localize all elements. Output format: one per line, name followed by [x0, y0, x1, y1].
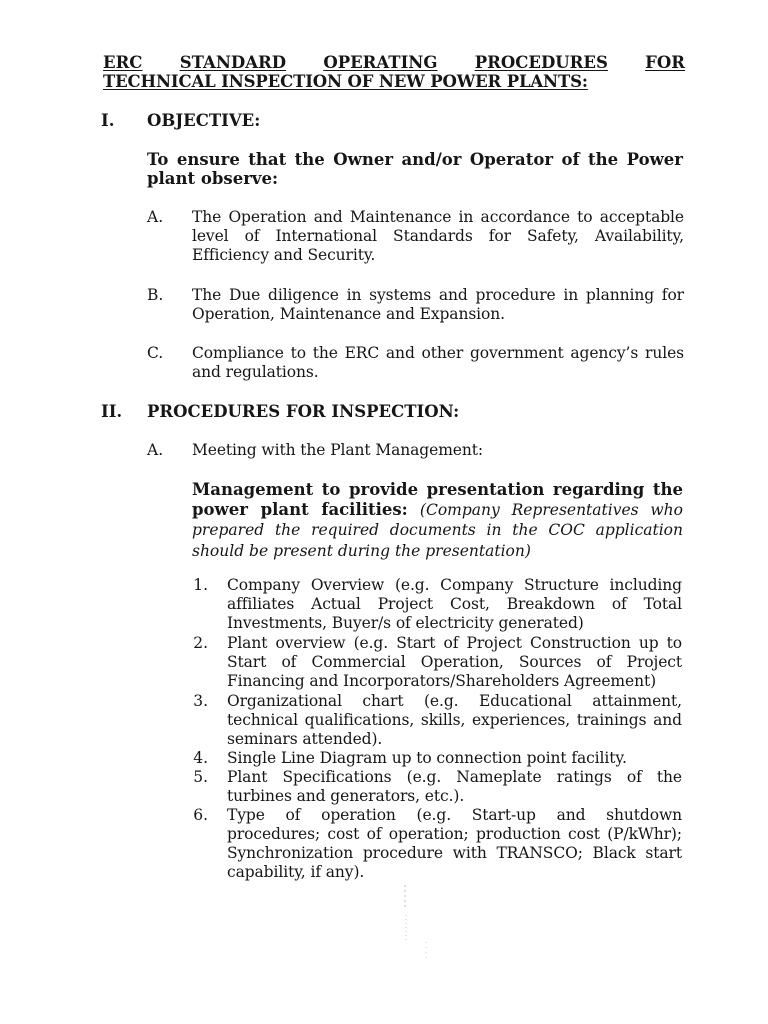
section-1-heading: OBJECTIVE: [147, 111, 261, 130]
management-presentation-paragraph [192, 480, 683, 561]
title-word: FOR [645, 53, 685, 72]
list-item-text: Plant Specifications (e.g. Nameplate ratings of the turbines and generators, etc.). [227, 768, 682, 805]
objective-item-text: The Due diligence in systems and procedure in planning for Operation, Maintenance and Expansion. [192, 286, 684, 323]
list-item-text: Type of operation (e.g. Start-up and shutdown procedures; cost of operation; production cost (P/kWhr); Synchronization procedure with TRANSCO; Black start capability, if any). [227, 806, 682, 881]
list-item-text: Company Overview (e.g. Company Structure including affiliates Actual Project Cost, Breakdown of Total Investments, Buyer/s of electricity generated) [227, 576, 682, 632]
list-number: 5. [193, 768, 208, 786]
inspection-item-text: Meeting with the Plant Management: [192, 441, 484, 459]
list-number: 1. [193, 576, 208, 594]
section-2-heading: PROCEDURES FOR INSPECTION: [147, 402, 460, 421]
document-title-line-2: TECHNICAL INSPECTION OF NEW POWER PLANTS: [103, 72, 588, 91]
objective-lead: To ensure that the Owner and/or Operator of the Power plant observe: [147, 150, 683, 188]
list-item-text: Plant overview (e.g. Start of Project Construction up to Start of Commercial Operation, Sources of Project Financing and Incorporators/Shareholders Agreement) [227, 634, 682, 690]
title-word: STANDARD [179, 53, 287, 72]
list-item-text: Organizational chart (e.g. Educational attainment, technical qualifications, skills, experiences, trainings and seminars attended). [227, 692, 682, 748]
management-bold-text: Management to provide presentation regarding the power plant facilities: [192, 480, 683, 519]
list-number: 4. [193, 749, 208, 767]
objective-item-text: Compliance to the ERC and other government agency’s rules and regulations. [192, 344, 684, 381]
objective-item-text: The Operation and Maintenance in accordance to acceptable level of International Standards for Safety, Availability, Efficiency and Security. [192, 208, 684, 264]
section-2-number: II. [101, 402, 123, 421]
section-1-number: I. [101, 111, 115, 130]
objective-item-label: C. [147, 344, 164, 362]
document-title-line-1 [103, 53, 685, 72]
title-word: ERC [103, 53, 143, 72]
title-word: PROCEDURES [474, 53, 608, 72]
management-italic-note: (Company Representatives who prepared the required documents in the COC application should be present during the presentation) [192, 500, 683, 560]
list-number: 3. [193, 692, 208, 710]
scan-speck-decoration [395, 880, 435, 970]
inspection-item-label: A. [147, 441, 164, 459]
objective-item-label: A. [147, 208, 164, 226]
objective-item-label: B. [147, 286, 164, 304]
list-number: 6. [193, 806, 208, 824]
list-item-text: Single Line Diagram up to connection point facility. [227, 749, 627, 767]
title-word: OPERATING [323, 53, 438, 72]
list-number: 2. [193, 634, 208, 652]
